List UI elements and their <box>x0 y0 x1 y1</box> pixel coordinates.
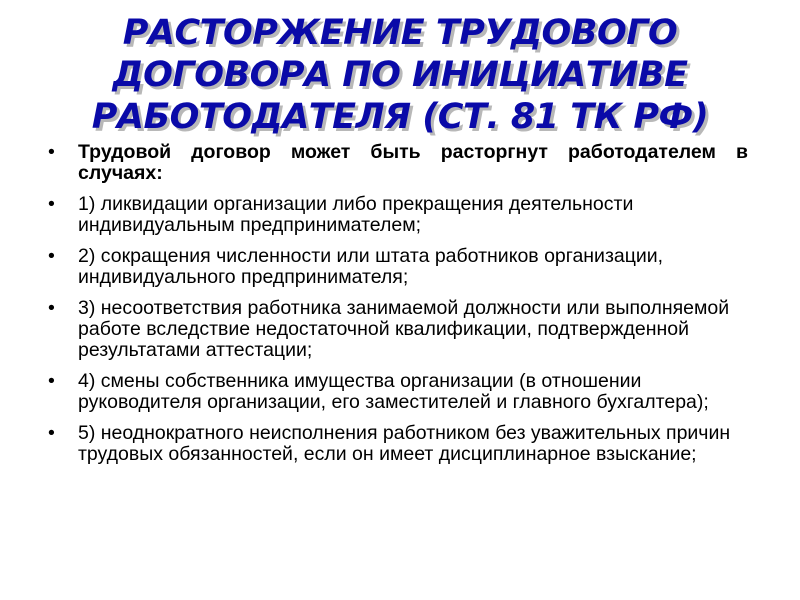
bullet-text: 1) ликвидации организации либо прекращения деятельности индивидуальным предпринимателем; <box>78 193 634 236</box>
bullet-item-2 <box>48 246 748 288</box>
bullet-item-intro <box>48 142 748 184</box>
title-line: РАБОТОДАТЕЛЯ (СТ. 81 ТК РФ) <box>91 97 709 137</box>
bullet-text: 4) смены собственника имущества организации (в отношении руководителя организации, его заместителей и главного бухгалтера); <box>78 370 709 413</box>
bullet-icon: • <box>48 422 55 444</box>
bullet-item-3 <box>48 298 748 361</box>
bullet-icon: • <box>48 193 55 215</box>
bullet-text: 5) неоднократного неисполнения работником без уважительных причин трудовых обязанностей, если он имеет дисциплинарное взыскание; <box>78 422 731 465</box>
bullet-icon: • <box>48 370 55 392</box>
title-line: ДОГОВОРА ПО ИНИЦИАТИВЕ <box>112 55 688 95</box>
bullet-list <box>48 142 748 475</box>
title-line: РАСТОРЖЕНИЕ ТРУДОВОГО <box>122 13 678 53</box>
bullet-text: 3) несоответствия работника занимаемой должности или выполняемой работе вследствие недостаточной квалификации, подтвержденной результатами аттестации; <box>78 297 730 361</box>
bullet-icon: • <box>48 245 55 267</box>
bullet-item-5 <box>48 423 748 465</box>
slide-title <box>60 12 740 138</box>
bullet-icon: • <box>48 141 55 163</box>
bullet-item-4 <box>48 371 748 413</box>
bullet-icon: • <box>48 297 55 319</box>
bullet-text: 2) сокращения численности или штата работников организации, индивидуального предпринимателя; <box>78 245 664 288</box>
bullet-text: Трудовой договор может быть расторгнут работодателем в случаях: <box>78 141 748 184</box>
bullet-item-1 <box>48 194 748 236</box>
